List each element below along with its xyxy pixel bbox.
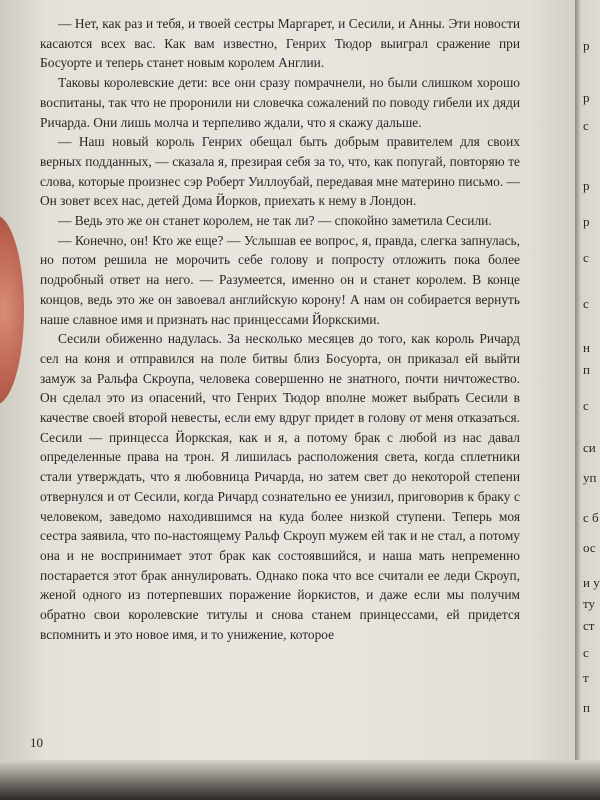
paragraph: Таковы королевские дети: все они сразу помрачнели, но были слишком хорошо воспитаны, так что не проронили ни словечка сожалений по поводу гибели их дяди Ричарда. Они лишь молча и терпеливо ждали, что я скажу дальше. <box>40 75 520 130</box>
text-fragment: с <box>583 296 589 311</box>
text-fragment: си <box>583 440 596 455</box>
text-fragment: и у <box>583 575 600 590</box>
paragraph: Сесили обиженно надулась. За несколько месяцев до того, как король Ричард сел на коня и отправился на поле битвы близ Босуорта, он приказал ей выйти замуж за Ральфа Скроупа, человека совершенно не знатного, почти ничтожество. Он сделал это из опасений, что Генрих Тюдор вполне может выбрать Сесили в качестве своей второй невесты, если ему вдруг придет в голову от меня отказаться. Сесили — принцесса Йоркская, как и я, а потому брак с любой из нас давал определенные права на трон. Я лишилась расположения света, когда сплетники стали утверждать, что я любовница Ричарда, но затем свет до некоторой степени отвернулся и от Сесили, когда Ричард сознательно ее унизил, приговорив к браку с человеком, заведомо находившимся на куда более низкой ступени. Теперь моя сестра заявила, что по-настоящему Ральф Скроуп мужем ей так и не стал, а потому она и не воспринимает этот брак как состоявшийся, и наша мать непременно постарается этот брак аннулировать. Однако пока что все считали ее леди Скроуп, женой одного из потерпевших поражение йоркистов, и даже если мы получим обратно свои королевские титулы и снова станем принцессами, ей придется вспомнить и это новое имя, и то унижение, которое <box>40 331 520 642</box>
text-fragment: уп <box>583 470 597 485</box>
paragraph: — Конечно, он! Кто же еще? — Услышав ее вопрос, я, правда, слегка запнулась, но потом решила не морочить себе голову и попросту отложить пока более подробный ответ на него. — Разумеется, именно он и станет королем. В конце концов, ведь это же он завоевал английскую корону! А нам он собирается вернуть наше славное имя и признать нас принцессами Йоркскими. <box>40 232 520 327</box>
text-fragment: ту <box>583 596 596 611</box>
text-fragment: ст <box>583 618 595 633</box>
paragraph: — Нет, как раз и тебя, и твоей сестры Маргарет, и Сесили, и Анны. Эти новости касаются всех вас. Как вам известно, Генрих Тюдор выиграл сражение при Босуорте и теперь станет новым королем Англии. <box>40 16 520 71</box>
text-fragment: п <box>583 362 590 377</box>
text-fragment: с <box>583 645 589 660</box>
page-number: 10 <box>30 735 43 750</box>
text-fragment: р <box>583 38 590 53</box>
text-fragment: п <box>583 700 590 715</box>
text-fragment: н <box>583 340 590 355</box>
paragraph: — Наш новый король Генрих обещал быть добрым правителем для своих верных подданных, — сказала я, презирая себя за то, что, как попугай, повторяю те слова, которые произнес сэр Роберт Уиллоубай, передавая мне материно письмо. — Он зовет всех нас, детей Дома Йорков, приехать к нему в Лондон. <box>40 134 520 209</box>
text-fragment: р <box>583 90 590 105</box>
text-fragment: с <box>583 398 589 413</box>
paragraph: — Ведь это же он станет королем, не так ли? — спокойно заметила Сесили. <box>58 213 492 229</box>
text-fragment: с б <box>583 510 599 525</box>
text-fragment: ос <box>583 540 596 555</box>
page-bottom-edge <box>0 760 600 800</box>
body-text <box>40 14 520 645</box>
next-page-edge <box>575 0 600 800</box>
text-fragment: с <box>583 250 589 265</box>
text-fragment: т <box>583 670 589 685</box>
text-fragment: с <box>583 118 589 133</box>
text-fragment: р <box>583 214 590 229</box>
text-fragment: р <box>583 178 590 193</box>
finger <box>0 215 24 405</box>
